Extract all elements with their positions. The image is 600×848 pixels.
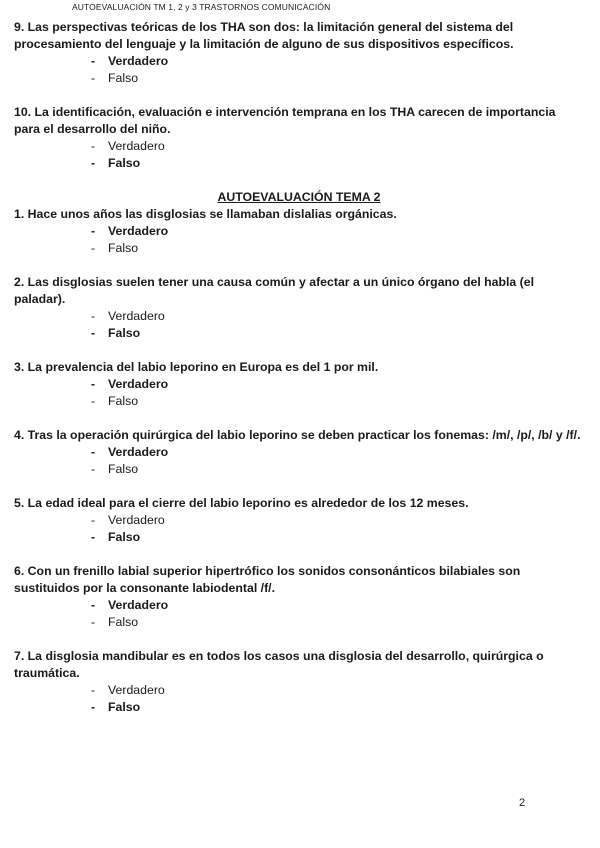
answer-option-correct [14, 325, 584, 342]
spacer [14, 257, 584, 274]
answer-label: Falso [108, 462, 139, 476]
answer-options [14, 308, 584, 342]
answer-option [14, 308, 584, 325]
question-block-previous [14, 19, 584, 189]
question-text: 9. Las perspectivas teóricas de los THA son dos: la limitación general del sistema del procesamiento del lenguaje y la limitación de alguno de sus dispositivos específicos. [14, 20, 514, 51]
answer-label: Falso [108, 71, 139, 85]
answer-label: Falso [108, 700, 141, 714]
bullet-dash: - [91, 683, 96, 697]
answer-options [14, 444, 584, 478]
answer-option [14, 138, 584, 155]
answer-label: Falso [108, 530, 141, 544]
bullet-dash: - [91, 309, 96, 323]
answer-options [14, 223, 584, 257]
spacer [14, 410, 584, 427]
answer-option [14, 240, 584, 257]
spacer [14, 172, 584, 189]
answer-option [14, 70, 584, 87]
spacer [14, 716, 584, 733]
spacer [14, 546, 584, 563]
answer-options [14, 376, 584, 410]
answer-option-correct [14, 529, 584, 546]
document-body [14, 19, 584, 733]
spacer [14, 478, 584, 495]
answer-label: Verdadero [108, 54, 169, 68]
answer-option [14, 461, 584, 478]
bullet-dash: - [91, 241, 96, 255]
answer-label: Falso [108, 241, 139, 255]
answer-label: Verdadero [108, 309, 165, 323]
page-number: 2 [519, 797, 526, 809]
bullet-dash: - [91, 615, 96, 629]
answer-label: Verdadero [108, 598, 169, 612]
answer-label: Verdadero [108, 513, 165, 527]
answer-label: Verdadero [108, 224, 169, 238]
bullet-dash: - [91, 700, 96, 714]
answer-option [14, 682, 584, 699]
spacer [14, 87, 584, 104]
spacer [14, 342, 584, 359]
bullet-dash: - [91, 139, 96, 153]
answer-option-correct [14, 699, 584, 716]
bullet-dash: - [91, 326, 96, 340]
answer-option [14, 614, 584, 631]
answer-option [14, 393, 584, 410]
answer-label: Verdadero [108, 683, 165, 697]
answer-label: Falso [108, 326, 141, 340]
page-header: AUTOEVALUACIÓN TM 1, 2 y 3 TRASTORNOS COMUNICACIÓN [72, 2, 331, 12]
answer-options [14, 682, 584, 716]
answer-label: Verdadero [108, 445, 169, 459]
answer-option-correct [14, 597, 584, 614]
bullet-dash: - [91, 71, 96, 85]
bullet-dash: - [91, 462, 96, 476]
bullet-dash: - [91, 598, 96, 612]
answer-option-correct [14, 376, 584, 393]
question-text: 10. La identificación, evaluación e intervención temprana en los THA carecen de importancia para el desarrollo del niño. [14, 105, 556, 136]
answer-option-correct [14, 155, 584, 172]
bullet-dash: - [91, 377, 96, 391]
question-text: 1. Hace unos años las disglosias se llamaban dislalias orgánicas. [14, 207, 397, 221]
answer-options [14, 597, 584, 631]
answer-options [14, 138, 584, 172]
answer-options [14, 512, 584, 546]
answer-option-correct [14, 53, 584, 70]
answer-option-correct [14, 444, 584, 461]
spacer [14, 631, 584, 648]
question-block-tema-2 [14, 206, 584, 733]
answer-option [14, 512, 584, 529]
question-text: 4. Tras la operación quirúrgica del labio leporino se deben practicar los fonemas: /m/, /p/, /b/ y /f/. [14, 428, 581, 442]
answer-label: Falso [108, 156, 141, 170]
bullet-dash: - [91, 513, 96, 527]
bullet-dash: - [91, 530, 96, 544]
answer-options [14, 53, 584, 87]
bullet-dash: - [91, 224, 96, 238]
bullet-dash: - [91, 445, 96, 459]
question-text: 3. La prevalencia del labio leporino en Europa es del 1 por mil. [14, 360, 379, 374]
question-text: 5. La edad ideal para el cierre del labio leporino es alrededor de los 12 meses. [14, 496, 469, 510]
bullet-dash: - [91, 394, 96, 408]
bullet-dash: - [91, 54, 96, 68]
answer-label: Verdadero [108, 139, 165, 153]
question-text: 2. Las disglosias suelen tener una causa común y afectar a un único órgano del habla (el paladar). [14, 275, 535, 306]
bullet-dash: - [91, 156, 96, 170]
answer-label: Falso [108, 615, 139, 629]
answer-option-correct [14, 223, 584, 240]
answer-label: Falso [108, 394, 139, 408]
question-text: 6. Con un frenillo labial superior hipertrófico los sonidos consonánticos bilabiales son sustituidos por la consonante labiodental /f/. [14, 564, 521, 595]
section-title: AUTOEVALUACIÓN TEMA 2 [217, 190, 381, 204]
question-text: 7. La disglosia mandibular es en todos los casos una disglosia del desarrollo, quirúrgica o traumática. [14, 649, 544, 680]
answer-label: Verdadero [108, 377, 169, 391]
